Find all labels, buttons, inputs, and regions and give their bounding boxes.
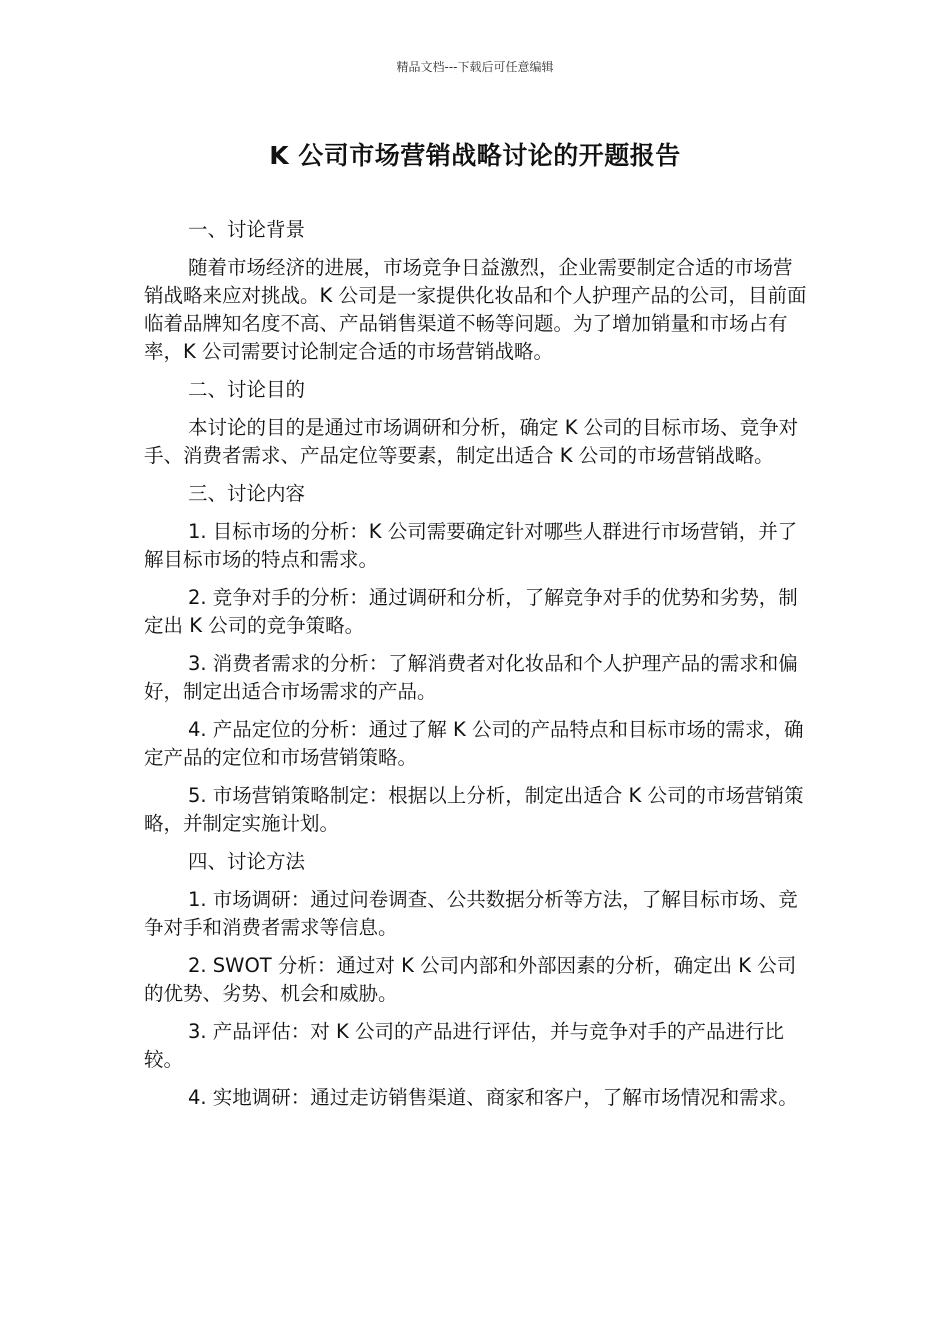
document-body [144, 216, 808, 1122]
method-list-item: 2. SWOT 分析：通过对 K 公司内部和外部因素的分析，确定出 K 公司的优势、劣势、机会和威胁。 [144, 954, 797, 1005]
method-list-item: 4. 实地调研：通过走访销售渠道、商家和客户，了解市场情况和需求。 [188, 1086, 798, 1109]
content-list-item: 3. 消费者需求的分析：了解消费者对化妆品和个人护理产品的需求和偏好，制定出适合市场需求的产品。 [144, 652, 798, 703]
method-list-item: 1. 市场调研：通过问卷调查、公共数据分析等方法，了解目标市场、竞争对手和消费者需求等信息。 [144, 888, 798, 939]
section-heading-content: 三、讨论内容 [188, 482, 306, 505]
content-list-item: 4. 产品定位的分析：通过了解 K 公司的产品特点和目标市场的需求，确定产品的定位和市场营销策略。 [144, 718, 804, 769]
section-heading-purpose: 二、讨论目的 [188, 378, 306, 401]
section-heading-background: 一、讨论背景 [188, 218, 306, 241]
section-paragraph-purpose: 本讨论的目的是通过市场调研和分析，确定 K 公司的目标市场、竞争对手、消费者需求、产品定位等要素，制定出适合 K 公司的市场营销战略。 [144, 416, 799, 467]
document-title: K 公司市场营销战略讨论的开题报告 [269, 141, 681, 170]
section-heading-method: 四、讨论方法 [188, 850, 306, 873]
header-note: 精品文档---下载后可任意编辑 [396, 60, 554, 74]
content-list-item: 1. 目标市场的分析：K 公司需要确定针对哪些人群进行市场营销，并了解目标市场的特点和需求。 [144, 520, 798, 571]
content-list-item: 2. 竞争对手的分析：通过调研和分析，了解竞争对手的优势和劣势，制定出 K 公司的竞争策略。 [144, 586, 798, 637]
section-paragraph-background: 随着市场经济的进展，市场竞争日益激烈，企业需要制定合适的市场营销战略来应对挑战。K 公司是一家提供化妆品和个人护理产品的公司，目前面临着品牌知名度不高、产品销售渠道不畅等问题。为了增加销量和市场占有率，K 公司需要讨论制定合适的市场营销战略。 [144, 256, 807, 363]
content-list-item: 5. 市场营销策略制定：根据以上分析，制定出适合 K 公司的市场营销策略，并制定实施计划。 [144, 784, 804, 835]
method-list-item: 3. 产品评估：对 K 公司的产品进行评估，并与竞争对手的产品进行比较。 [144, 1020, 784, 1071]
